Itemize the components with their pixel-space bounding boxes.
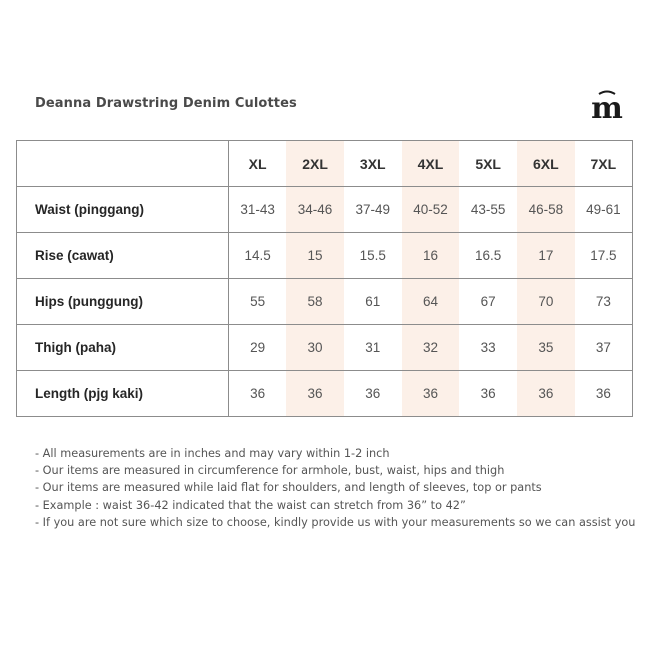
measurement-value: 14.5 [229,233,287,279]
measurement-value: 36 [344,371,402,417]
measurement-value: 40-52 [402,187,460,233]
brand-logo-letter: m [591,91,623,122]
size-header-row [17,141,633,187]
size-header-cell: 4XL [402,141,460,187]
measurement-label: Thigh (paha) [17,325,229,371]
measurement-label: Rise (cawat) [17,233,229,279]
size-header-cell: XL [229,141,287,187]
measurement-value: 31 [344,325,402,371]
measurement-value: 35 [517,325,575,371]
measurement-value: 17.5 [575,233,633,279]
measurement-value: 37 [575,325,633,371]
measurement-value: 33 [459,325,517,371]
table-row [17,325,633,371]
size-header-cell: 6XL [517,141,575,187]
measurement-value: 58 [286,279,344,325]
brand-logo-icon [589,88,625,122]
measurement-value: 30 [286,325,344,371]
measurement-value: 36 [229,371,287,417]
measurement-value: 67 [459,279,517,325]
measurement-value: 49-61 [575,187,633,233]
measurement-value: 36 [517,371,575,417]
measurement-value: 61 [344,279,402,325]
measurement-label: Hips (punggung) [17,279,229,325]
note-line: - Our items are measured in circumference for armhole, bust, waist, hips and thigh [35,464,505,478]
measurement-label: Waist (pinggang) [17,187,229,233]
size-header-cell: 5XL [459,141,517,187]
measurement-value: 16.5 [459,233,517,279]
measurement-value: 70 [517,279,575,325]
table-row [17,279,633,325]
note-line: - All measurements are in inches and may vary within 1-2 inch [35,447,390,460]
measurement-value: 46-58 [517,187,575,233]
measurement-value: 16 [402,233,460,279]
measurement-value: 31-43 [229,187,287,233]
measurement-value: 37-49 [344,187,402,233]
page-title: Deanna Drawstring Denim Culottes [35,96,297,111]
measurement-notes [35,445,635,531]
measurement-label: Length (pjg kaki) [17,371,229,417]
measurement-value: 36 [402,371,460,417]
header-corner-cell [17,141,229,187]
measurement-value: 32 [402,325,460,371]
measurement-value: 36 [575,371,633,417]
table-row [17,187,633,233]
measurement-value: 55 [229,279,287,325]
size-chart-table [16,140,633,417]
note-line: - Our items are measured while laid flat for shoulders, and length of sleeves, top or pants [35,481,542,495]
measurement-value: 15 [286,233,344,279]
measurement-value: 15.5 [344,233,402,279]
measurement-value: 29 [229,325,287,371]
measurement-value: 17 [517,233,575,279]
measurement-value: 73 [575,279,633,325]
size-header-cell: 7XL [575,141,633,187]
note-line: - If you are not sure which size to choose, kindly provide us with your measurements so we can assist you [35,515,636,529]
measurement-value: 36 [459,371,517,417]
size-header-cell: 2XL [286,141,344,187]
table-row [17,233,633,279]
measurement-value: 36 [286,371,344,417]
size-header-cell: 3XL [344,141,402,187]
measurement-value: 34-46 [286,187,344,233]
measurement-value: 43-55 [459,187,517,233]
note-line: - Example : waist 36-42 indicated that the waist can stretch from 36” to 42” [35,498,466,512]
measurement-value: 64 [402,279,460,325]
table-row [17,371,633,417]
